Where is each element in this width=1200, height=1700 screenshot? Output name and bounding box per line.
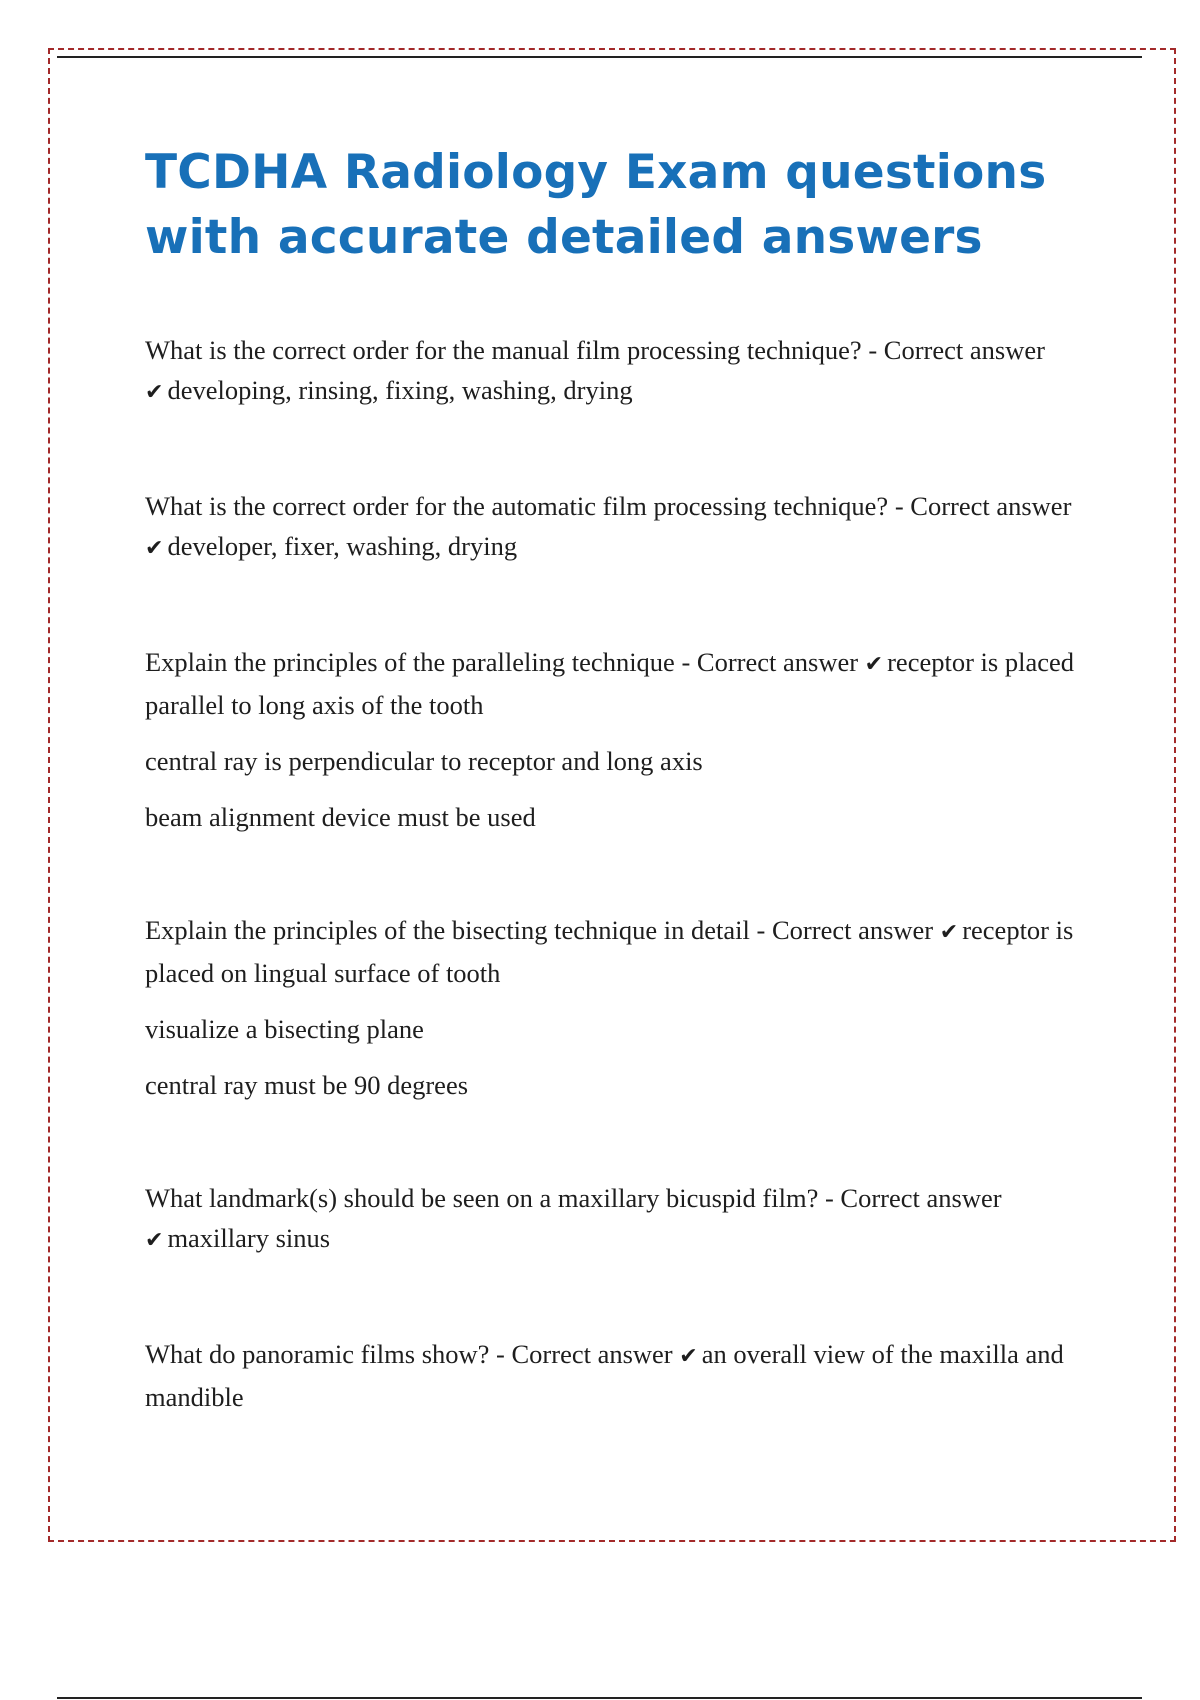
checkmark-icon: ✔ [145,1228,164,1253]
qa-list [145,330,1105,1417]
checkmark-icon: ✔ [864,652,884,677]
qa-item [145,910,1105,1105]
question-text: What is the correct order for the manual film processing technique? [145,335,862,365]
qa-question-answer [145,486,1105,569]
qa-question-answer [145,330,1105,413]
qa-item [145,330,1105,413]
question-text: Explain the principles of the bisecting technique in detail [145,915,750,945]
answer-text: receptor is placed on lingual surface of tooth [145,915,1074,988]
document-content [145,140,1105,1490]
answer-detail-line: visualize a bisecting plane [145,1014,424,1044]
answer-prefix: - Correct answer [496,1339,673,1369]
question-text: What landmark(s) should be seen on a maxillary bicuspid film? [145,1183,819,1213]
qa-item [145,642,1105,837]
answer-detail-line: central ray must be 90 degrees [145,1070,469,1100]
answer-text: receptor is placed parallel to long axis of the tooth [145,647,1074,720]
question-text: Explain the principles of the paralleling technique [145,647,675,677]
question-text: What do panoramic films show? [145,1339,490,1369]
answer-prefix: - Correct answer [894,491,1072,521]
question-text: What is the correct order for the automatic film processing technique? [145,491,889,521]
answer-detail-line: beam alignment device must be used [145,802,536,832]
qa-question-answer [145,910,1105,993]
checkmark-icon: ✔ [145,536,164,561]
answer-prefix: - Correct answer [756,915,934,945]
answer-text: maxillary sinus [167,1223,331,1253]
qa-question-answer [145,1178,1105,1261]
answer-detail-line: central ray is perpendicular to receptor and long axis [145,746,703,776]
answer-text: developer, fixer, washing, drying [167,531,518,561]
bottom-rule [57,1697,1142,1699]
checkmark-icon: ✔ [679,1344,698,1369]
answer-text: developing, rinsing, fixing, washing, drying [167,375,633,405]
qa-item [145,1178,1105,1261]
checkmark-icon: ✔ [145,380,164,405]
qa-question-answer [145,1334,1105,1417]
qa-item [145,1334,1105,1417]
answer-prefix: - Correct answer [824,1183,1002,1213]
answer-prefix: - Correct answer [681,647,859,677]
qa-item [145,486,1105,569]
answer-prefix: - Correct answer [868,335,1045,365]
document-title: TCDHA Radiology Exam questions with accurate detailed answers [145,145,1047,265]
qa-question-answer [145,642,1105,725]
answer-text: an overall view of the maxilla and mandible [145,1339,1064,1412]
checkmark-icon: ✔ [939,920,959,945]
